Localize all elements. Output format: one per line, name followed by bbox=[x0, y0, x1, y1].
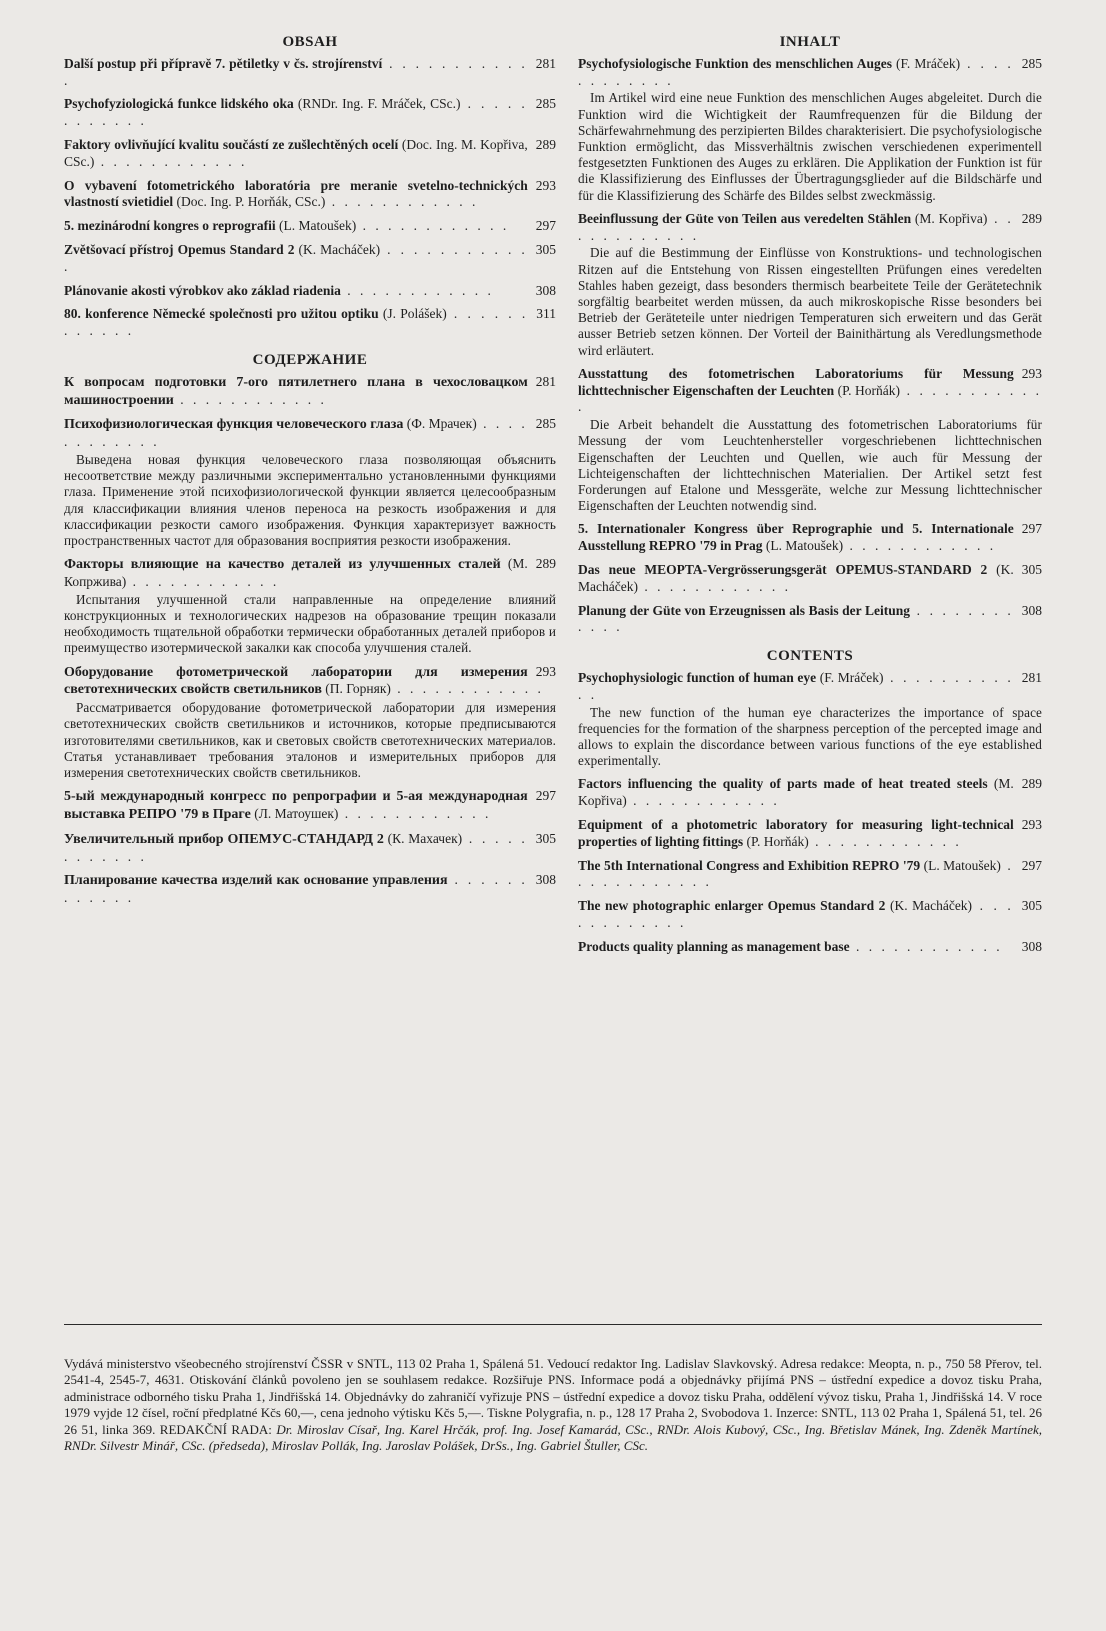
toc-entry-title bbox=[578, 939, 1042, 956]
toc-entry-title bbox=[578, 211, 1042, 245]
toc-leader-dots: . . . . . . . . . . . . bbox=[578, 857, 1014, 890]
toc-entry bbox=[64, 831, 556, 866]
footer-rule bbox=[64, 1324, 1042, 1325]
toc-entry bbox=[64, 96, 556, 130]
toc-page-number: 281 bbox=[535, 55, 556, 71]
toc-entry bbox=[64, 788, 556, 824]
toc-title: Products quality planning as management base bbox=[578, 938, 850, 954]
en-heading: CONTENTS bbox=[766, 648, 854, 665]
toc-title: O vybavení fotometrického laboratória pre meranie svetelno-technických vlastností svietidiel bbox=[64, 177, 528, 210]
toc-author: (M. Kopřiva) bbox=[914, 210, 988, 226]
toc-entry-title bbox=[578, 817, 1042, 851]
toc-entry-title bbox=[578, 603, 1042, 637]
toc-leader-dots: . . . . . . . . . . . . bbox=[64, 306, 529, 339]
toc-entry-title bbox=[578, 776, 1042, 810]
toc-leader-dots: . . . . . . . . . . . . bbox=[578, 602, 1014, 635]
toc-page-number: 305 bbox=[535, 830, 556, 846]
toc-entry-title bbox=[64, 56, 556, 90]
toc-page-number: 297 bbox=[1021, 857, 1042, 873]
toc-title: Další postup při přípravě 7. pětiletky v čs. strojírenství bbox=[64, 55, 383, 71]
toc-page-number: 289 bbox=[535, 136, 556, 152]
toc-page-number: 293 bbox=[535, 177, 556, 193]
toc-entry-title bbox=[64, 218, 556, 235]
toc-title: Оборудование фотометрической лаборатории для измерения светотехнических свойств светильников bbox=[64, 664, 528, 698]
toc-entry bbox=[64, 137, 556, 171]
toc-title: К вопросам подготовки 7-ого пятилетнего плана в чехословацком машиностроении bbox=[64, 374, 528, 408]
toc-entry bbox=[578, 776, 1042, 810]
toc-leader-dots: . . . . . . . . . . . . bbox=[325, 194, 479, 210]
toc-leader-dots: . . . . . . . . . . . . bbox=[626, 793, 780, 809]
toc-leader-dots: . . . . . . . . . . . . bbox=[64, 241, 528, 274]
toc-leader-dots: . . . . . . . . . . . . bbox=[356, 218, 510, 234]
toc-leader-dots: . . . . . . . . . . . . bbox=[340, 282, 494, 298]
toc-entry-title bbox=[578, 562, 1042, 596]
toc-page-number: 305 bbox=[1021, 562, 1042, 578]
toc-leader-dots: . . . . . . . . . . . . bbox=[849, 938, 1003, 954]
toc-page-number: 281 bbox=[1021, 670, 1042, 686]
toc-page-number: 289 bbox=[1021, 776, 1042, 792]
toc-leader-dots: . . . . . . . . . . . . bbox=[94, 153, 248, 169]
toc-title: Увеличительный прибор ОПЕМУС-СТАНДАРД 2 bbox=[64, 831, 384, 847]
toc-title: 80. konference Německé společnosti pro užitou optiku bbox=[64, 306, 379, 322]
toc-title: Psychofyziologická funkce lidského oka bbox=[64, 96, 294, 112]
toc-entry-title bbox=[64, 242, 556, 276]
toc-page-number: 297 bbox=[535, 218, 556, 234]
toc-page-number: 308 bbox=[535, 282, 556, 298]
toc-entry-title bbox=[64, 178, 556, 212]
toc-page-number: 297 bbox=[535, 788, 556, 804]
toc-leader-dots: . . . . . . . . . . . . bbox=[578, 670, 1014, 702]
toc-page-number: 285 bbox=[535, 96, 556, 112]
toc-entry-title bbox=[64, 664, 556, 700]
toc-page-number: 285 bbox=[535, 416, 556, 432]
toc-entry bbox=[578, 898, 1042, 932]
toc-leader-dots: . . . . . . . . . . . . bbox=[64, 55, 528, 88]
toc-page-number: 285 bbox=[1021, 55, 1042, 71]
toc-title: Planung der Güte von Erzeugnissen als Basis der Leitung bbox=[578, 602, 911, 618]
toc-entry bbox=[64, 664, 556, 782]
toc-page-number: 293 bbox=[1021, 817, 1042, 833]
toc-title: Психофизиологическая функция человеческого глаза bbox=[64, 417, 404, 433]
toc-author: (RNDr. Ing. F. Mráček, CSc.) bbox=[297, 96, 461, 112]
toc-entry bbox=[578, 56, 1042, 204]
toc-entry-title bbox=[578, 670, 1042, 704]
toc-entry bbox=[578, 670, 1042, 769]
toc-author: (K. Macháček) bbox=[298, 241, 381, 257]
toc-title: Equipment of a photometric laboratory for measuring light-technical properties of lighting fittings bbox=[578, 817, 1014, 849]
toc-entry bbox=[578, 858, 1042, 892]
toc-leader-dots: . . . . . . . . . . . . bbox=[578, 382, 1042, 415]
toc-leader-dots: . . . . . . . . . . . . bbox=[637, 578, 791, 594]
toc-entry bbox=[64, 374, 556, 410]
toc-leader-dots: . . . . . . . . . . . . bbox=[578, 55, 1014, 88]
toc-author: (J. Polášek) bbox=[382, 306, 447, 322]
obsah-list bbox=[64, 56, 556, 340]
toc-entry bbox=[578, 521, 1042, 555]
toc-entry bbox=[578, 562, 1042, 596]
toc-title: Psychophysiologic function of human eye bbox=[578, 670, 817, 686]
toc-page-number: 289 bbox=[535, 556, 556, 572]
toc-leader-dots: . . . . . . . . . . . . bbox=[390, 681, 544, 697]
toc-abstract: Испытания улучшенной стали направленные на определение влияний конструкционных и технологических надрезов на образование трещин показали необходимость тщательной обработки термически обработанных деталей приборов и преимущество изотермической закалки как способа улучшения сталей. bbox=[64, 591, 556, 656]
toc-entry bbox=[64, 283, 556, 300]
toc-page-number: 281 bbox=[535, 373, 556, 389]
toc-entry-title bbox=[64, 374, 556, 410]
toc-author: (F. Mráček) bbox=[896, 55, 961, 71]
toc-entry-title bbox=[578, 858, 1042, 892]
toc-page-number: 293 bbox=[1021, 365, 1042, 381]
ru-list bbox=[64, 374, 556, 907]
toc-author: (F. Mráček) bbox=[819, 670, 884, 686]
toc-abstract: Im Artikel wird eine neue Funktion des menschlichen Auges abgeleitet. Durch die Funktion wird die Wichtigkeit der Raumfrequenzen für die Bildung der Schärfewahrnehmung des perzipierten Bildes charakterisiert. Die psychofysiologische Funktion ermöglicht, das Missverhältnis zwischen verschiedenen experimentell festgesetzten Funktionen des Auges zu erklären. Die Applikation der Funktion ist für die Klassifizierung des Einflusses der Übertragungsglieder auf die Bildschärfe und für die Klassifizierung des Schärfe des Bildes selbst zweckmässig. bbox=[578, 90, 1042, 203]
toc-leader-dots: . . . . . . . . . . . . bbox=[173, 391, 327, 407]
toc-entry bbox=[64, 416, 556, 549]
toc-title: Plánovanie akosti výrobkov ako základ riadenia bbox=[64, 282, 341, 298]
obsah-heading: OBSAH bbox=[282, 34, 338, 50]
toc-entry bbox=[64, 306, 556, 340]
toc-author: (Doc. Ing. P. Horňák, CSc.) bbox=[176, 194, 326, 210]
toc-page-number: 293 bbox=[535, 663, 556, 679]
toc-entry-title bbox=[64, 831, 556, 866]
toc-entry-title bbox=[64, 96, 556, 130]
toc-leader-dots: . . . . . . . . . . . . bbox=[578, 898, 1014, 930]
toc-entry bbox=[64, 242, 556, 276]
ru-heading: СОДЕРЖАНИЕ bbox=[252, 351, 368, 368]
toc-title: The new photographic enlarger Opemus Standard 2 bbox=[578, 898, 886, 914]
toc-entry-title bbox=[578, 366, 1042, 416]
toc-entry-title bbox=[578, 898, 1042, 932]
toc-title: Факторы влияющие на качество деталей из улучшенных сталей bbox=[64, 557, 501, 573]
editorial-board-names: Dr. Miroslav Císař, Ing. Karel Hrčák, prof. Ing. Josef Kamarád, CSc., RNDr. Alois Kubový, CSc., Ing. Břetislav Mánek, Ing. Zdeněk Martínek, RNDr. Silvestr Minář, CSc. (předseda), Miroslav Pollák, Ing. Jaroslav Polášek, DrSs., Ing. Gabriel Štuller, CSc. bbox=[64, 1421, 1043, 1454]
toc-page-number: 305 bbox=[1021, 898, 1042, 914]
toc-page-number: 311 bbox=[536, 306, 556, 322]
toc-page-number: 308 bbox=[535, 872, 556, 888]
toc-author: (М. Копржива) bbox=[64, 556, 528, 589]
toc-entry bbox=[64, 218, 556, 235]
toc-author: (P. Horňák) bbox=[837, 382, 901, 398]
toc-entry bbox=[578, 817, 1042, 851]
toc-title: Ausstattung des fotometrischen Laboratoriums für Messung lichttechnischer Eigenschaften der Leuchten bbox=[578, 365, 1014, 398]
left-column bbox=[64, 34, 556, 914]
toc-leader-dots: . . . . . . . . . . . . bbox=[338, 805, 492, 821]
toc-leader-dots: . . . . . . . . . . . . bbox=[843, 538, 997, 554]
toc-leader-dots: . . . . . . . . . . . . bbox=[808, 833, 962, 849]
toc-entry-title bbox=[64, 306, 556, 340]
toc-entry-title bbox=[64, 283, 556, 300]
toc-entry bbox=[578, 603, 1042, 637]
toc-leader-dots: . . . . . . . . . . . . bbox=[126, 573, 280, 589]
toc-entry bbox=[578, 939, 1042, 956]
toc-entry bbox=[64, 178, 556, 212]
toc-title: Faktory ovlivňující kvalitu součástí ze zušlechtěných ocelí bbox=[64, 136, 399, 152]
toc-author: (L. Matoušek) bbox=[765, 538, 844, 554]
toc-title: The 5th International Congress and Exhibition REPRO '79 bbox=[578, 857, 921, 873]
toc-entry-title bbox=[578, 521, 1042, 555]
toc-leader-dots: . . . . . . . . . . . . bbox=[64, 830, 528, 864]
toc-author: (Л. Матоушек) bbox=[254, 805, 339, 821]
toc-entry-title bbox=[64, 416, 556, 451]
toc-author: (P. Horňák) bbox=[746, 833, 809, 849]
toc-page-number: 308 bbox=[1021, 602, 1042, 618]
toc-leader-dots: . . . . . . . . . . . . bbox=[64, 96, 528, 129]
toc-title: 5-ый международный конгресс по репрографии и 5-ая международная выставка РЕПРО '79 в Праге bbox=[64, 789, 528, 822]
toc-abstract: Рассматривается оборудование фотометрической лаборатории для измерения светотехнических свойств светильников и источников, которые предписываются изготовителями светильников, как и световых свойств светотехнических материалов. Статья устанавливает требования эталонов и измерительных приборов для измерения светотехнических свойств светильников. bbox=[64, 700, 556, 780]
toc-abstract: Die auf die Bestimmung der Einflüsse von Konstruktions- und technologischen Ritzen auf die Entstehung von Rissen eingestellten Prüfungen eines veredelten Stahles haben gezeigt, dass besonders thermisch bearbeitete Teile der Gerätetechnik sorgfältig bearbeitet werden müssen, da auch mikroskopische Risse besonders bei Betrieb der Geräteteile unter niedrigen Temperaturen sich erweitern und das Gerät ausser Betrieb setzen können. Der Vorteil der Bainithärtung als Veredlungsmethode wird erläutert. bbox=[578, 245, 1042, 358]
toc-author: (K. Macháček) bbox=[578, 562, 1014, 594]
toc-title: 5. Internationaler Kongress über Reprographie und 5. Internationale Ausstellung REPRO '79 in Prag bbox=[578, 521, 1014, 554]
toc-entry-title bbox=[64, 137, 556, 171]
toc-entry bbox=[64, 56, 556, 90]
toc-title: Factors influencing the quality of parts made of heat treated steels bbox=[578, 776, 988, 792]
imprint bbox=[64, 1356, 1042, 1454]
toc-entry bbox=[64, 556, 556, 656]
toc-page-number: 308 bbox=[1021, 938, 1042, 954]
toc-leader-dots: . . . . . . . . . . . . bbox=[64, 416, 528, 450]
toc-author: (Ф. Мрачек) bbox=[406, 416, 477, 432]
toc-author: (K. Macháček) bbox=[889, 898, 973, 914]
toc-title: 5. mezinárodní kongres o reprografii bbox=[64, 218, 276, 234]
toc-title: Psychofysiologische Funktion des menschlichen Auges bbox=[578, 55, 892, 71]
en-list bbox=[578, 670, 1042, 956]
right-column bbox=[578, 34, 1042, 963]
toc-title: Zvětšovací přístroj Opemus Standard 2 bbox=[64, 241, 295, 257]
toc-abstract: The new function of the human eye characterizes the importance of space frequencies for the formation of the sharpness perception of the percepted image and allows to explain the discordance between various functions of the eye established experimentally. bbox=[578, 704, 1042, 769]
toc-entry-title bbox=[64, 788, 556, 824]
toc-page-number: 305 bbox=[535, 241, 556, 257]
toc-entry-title bbox=[64, 556, 556, 591]
toc-abstract: Die Arbeit behandelt die Ausstattung des fotometrischen Laboratoriums für Messung der vom Leuchtenhersteller vorgeschriebenen lichttechnischen Eigenschaften der Leuchten und Quellen, wie auch für Messung der Lichteigenschaften der lichttechnischen Materialien. Der Artikel setzt fest Forderungen auf Etalone und Messgeräte, welche zur Messung lichttechnischer Eigenschaften der Leuchten notwendig sind. bbox=[578, 417, 1042, 514]
de-list bbox=[578, 56, 1042, 636]
toc-entry bbox=[578, 211, 1042, 359]
toc-author: (Doc. Ing. M. Kopřiva, CSc.) bbox=[64, 136, 528, 169]
editorial-board-label: REDAKČNÍ RADA: bbox=[159, 1421, 272, 1437]
toc-entry bbox=[578, 366, 1042, 515]
de-heading: INHALT bbox=[779, 34, 841, 50]
toc-title: Планирование качества изделий как основание управления bbox=[64, 873, 448, 889]
toc-title: Beeinflussung der Güte von Teilen aus veredelten Stählen bbox=[578, 210, 912, 226]
toc-entry bbox=[64, 872, 556, 907]
toc-abstract: Выведена новая функция человеческого глаза позволяющая объяснить несоответствие между различными экспериментально установленными функциями глаза. Применение этой психофизиологической функции является целесообразным для классификации влияния членов переноса на резкость изображения и для классификации резкости самого изображения. Функция характеризует важность пространственных частот для образования восприятия резкости изображения. bbox=[64, 451, 556, 548]
toc-author: (П. Горняк) bbox=[325, 681, 391, 697]
toc-title: Das neue MEOPTA-Vergrösserungsgerät OPEMUS-STANDARD 2 bbox=[578, 562, 988, 578]
toc-page-number: 297 bbox=[1021, 521, 1042, 537]
toc-author: (M. Kopřiva) bbox=[578, 776, 1014, 809]
toc-page-number: 289 bbox=[1021, 210, 1042, 226]
toc-author: (К. Махачек) bbox=[387, 830, 463, 846]
toc-leader-dots: . . . . . . . . . . . . bbox=[578, 210, 1014, 243]
toc-leader-dots: . . . . . . . . . . . . bbox=[64, 872, 528, 906]
toc-author: (L. Matoušek) bbox=[923, 857, 1001, 873]
toc-entry-title bbox=[578, 56, 1042, 90]
toc-entry-title bbox=[64, 872, 556, 907]
imprint-text: Vydává ministerstvo všeobecného strojírenství ČSSR v SNTL, 113 02 Praha 1, Spálená 51. Vedoucí redaktor Ing. Ladislav Slavkovský. Adresa redakce: Meopta, n. p., 750 58 Přerov, tel. 2541-4, 2545-7, 4631. Otiskování článků povoleno jen se souhlasem redakce. Rozšiřuje PNS. Informace podá a objednávky přijímá PNS – ústřední expedice a dovoz tisku Praha, administrace odborného tisku Praha 1, Jindřišská 14. Objednávky do zahraničí vyřizuje PNS – ústřední expedice a dovoz tisku Praha, oddělení vývoz tisku, Praha 1, Jindřišská 14. V roce 1979 vyjde 12 čísel, roční předplatné Kčs 60,—, cena jednoho výtisku Kčs 5,—. Tiskne Polygrafia, n. p., 128 17 Praha 2, Svobodova 1. Inzerce: SNTL, 113 02 Praha 1, Spálená 51, tel. 26 26 51, linka 369. bbox=[64, 1356, 1042, 1437]
toc-author: (L. Matoušek) bbox=[279, 218, 357, 234]
